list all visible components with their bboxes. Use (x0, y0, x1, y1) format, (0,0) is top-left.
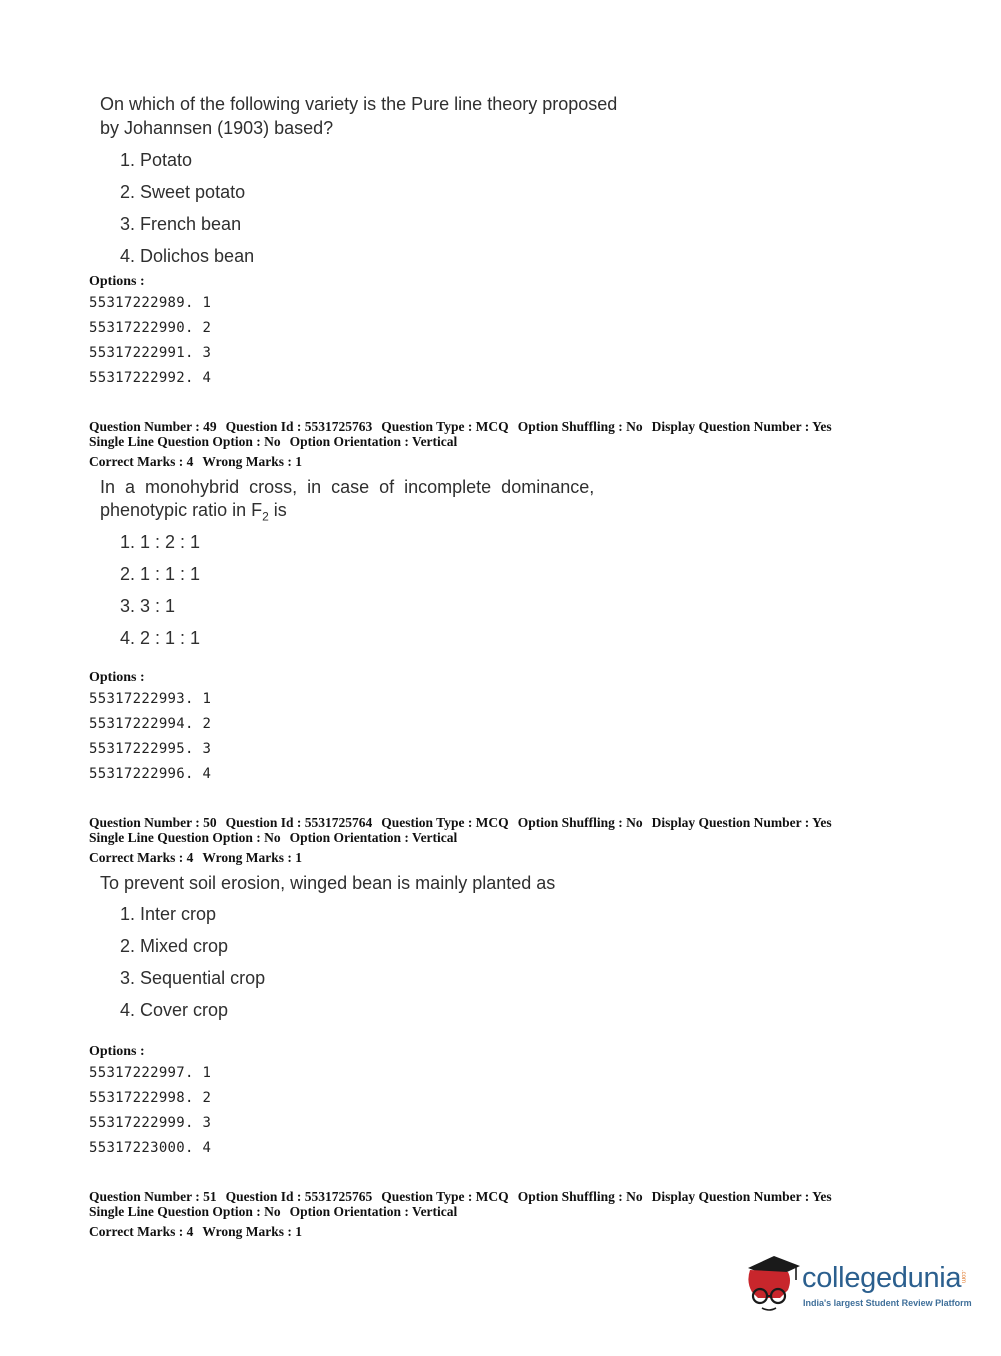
question-marks (89, 1224, 302, 1239)
question-type: Question Type : MCQ (381, 419, 509, 434)
option-id: 55317222998. 2 (89, 1090, 212, 1106)
question-meta-line2 (89, 434, 457, 449)
option-id: 55317222993. 1 (89, 691, 212, 707)
answer-choice: 1. Potato (120, 150, 193, 170)
subscript: 2 (262, 509, 269, 524)
question-number: Question Number : 49 (89, 419, 217, 434)
question-text-line: In a monohybrid cross, in case of incomplete dominance, (100, 477, 595, 497)
question-meta-line2 (89, 1204, 457, 1219)
display-question-number: Display Question Number : Yes (651, 815, 832, 830)
answer-choice: 4. 2 : 1 : 1 (120, 628, 201, 648)
answer-choice: 2. Sweet potato (120, 182, 246, 202)
option-shuffling: Option Shuffling : No (517, 1189, 643, 1204)
question-text-line (100, 499, 287, 529)
option-id: 55317222996. 4 (89, 766, 212, 782)
question-text-suffix: is (268, 500, 287, 520)
question-meta-line2 (89, 830, 457, 845)
question-meta-line1 (89, 1189, 832, 1204)
logo-wordmark: collegedunia (802, 1262, 962, 1294)
answer-choice: 4. Dolichos bean (120, 246, 255, 266)
option-id: 55317223000. 4 (89, 1140, 212, 1156)
question-id: Question Id : 5531725763 (225, 419, 373, 434)
question-text-line: On which of the following variety is the Pure line theory proposed (100, 94, 618, 114)
option-id: 55317222989. 1 (89, 295, 212, 311)
display-question-number: Display Question Number : Yes (651, 419, 832, 434)
correct-marks: Correct Marks : 4 (89, 1224, 194, 1239)
question-number: Question Number : 51 (89, 1189, 217, 1204)
options-label: Options : (89, 1044, 145, 1059)
question-number: Question Number : 50 (89, 815, 217, 830)
option-id: 55317222999. 3 (89, 1115, 212, 1131)
answer-choice: 4. Cover crop (120, 1000, 229, 1020)
question-text-line: To prevent soil erosion, winged bean is mainly planted as (100, 873, 556, 893)
wrong-marks: Wrong Marks : 1 (202, 1224, 302, 1239)
answer-choice: 3. Sequential crop (120, 968, 266, 988)
wrong-marks: Wrong Marks : 1 (202, 454, 302, 469)
logo-tagline: India's largest Student Review Platform (803, 1298, 972, 1308)
option-shuffling: Option Shuffling : No (517, 815, 643, 830)
answer-choice: 3. French bean (120, 214, 242, 234)
options-label: Options : (89, 274, 145, 289)
question-type: Question Type : MCQ (381, 1189, 509, 1204)
answer-choice: 1. Inter crop (120, 904, 217, 924)
answer-choice: 3. 3 : 1 (120, 596, 176, 616)
correct-marks: Correct Marks : 4 (89, 850, 194, 865)
single-line-option: Single Line Question Option : No (89, 1204, 281, 1219)
student-mascot-icon (740, 1248, 802, 1314)
single-line-option: Single Line Question Option : No (89, 434, 281, 449)
question-meta-line1 (89, 419, 832, 434)
question-marks (89, 454, 302, 469)
option-id: 55317222997. 1 (89, 1065, 212, 1081)
option-id: 55317222990. 2 (89, 320, 212, 336)
question-id: Question Id : 5531725765 (225, 1189, 373, 1204)
display-question-number: Display Question Number : Yes (651, 1189, 832, 1204)
logo-domain: .com (960, 1270, 966, 1284)
question-type: Question Type : MCQ (381, 815, 509, 830)
question-meta-line1 (89, 815, 832, 830)
answer-choice: 2. 1 : 1 : 1 (120, 564, 201, 584)
answer-choice: 2. Mixed crop (120, 936, 229, 956)
option-orientation: Option Orientation : Vertical (289, 1204, 458, 1219)
option-shuffling: Option Shuffling : No (517, 419, 643, 434)
option-id: 55317222991. 3 (89, 345, 212, 361)
collegedunia-logo (740, 1248, 970, 1320)
correct-marks: Correct Marks : 4 (89, 454, 194, 469)
option-orientation: Option Orientation : Vertical (289, 830, 458, 845)
question-marks (89, 850, 302, 865)
wrong-marks: Wrong Marks : 1 (202, 850, 302, 865)
options-label: Options : (89, 670, 145, 685)
option-orientation: Option Orientation : Vertical (289, 434, 458, 449)
option-id: 55317222992. 4 (89, 370, 212, 386)
option-id: 55317222995. 3 (89, 741, 212, 757)
answer-choice: 1. 1 : 2 : 1 (120, 532, 201, 552)
question-text-prefix: phenotypic ratio in F (100, 500, 263, 520)
question-id: Question Id : 5531725764 (225, 815, 373, 830)
option-id: 55317222994. 2 (89, 716, 212, 732)
single-line-option: Single Line Question Option : No (89, 830, 281, 845)
question-text-line: by Johannsen (1903) based? (100, 118, 334, 138)
